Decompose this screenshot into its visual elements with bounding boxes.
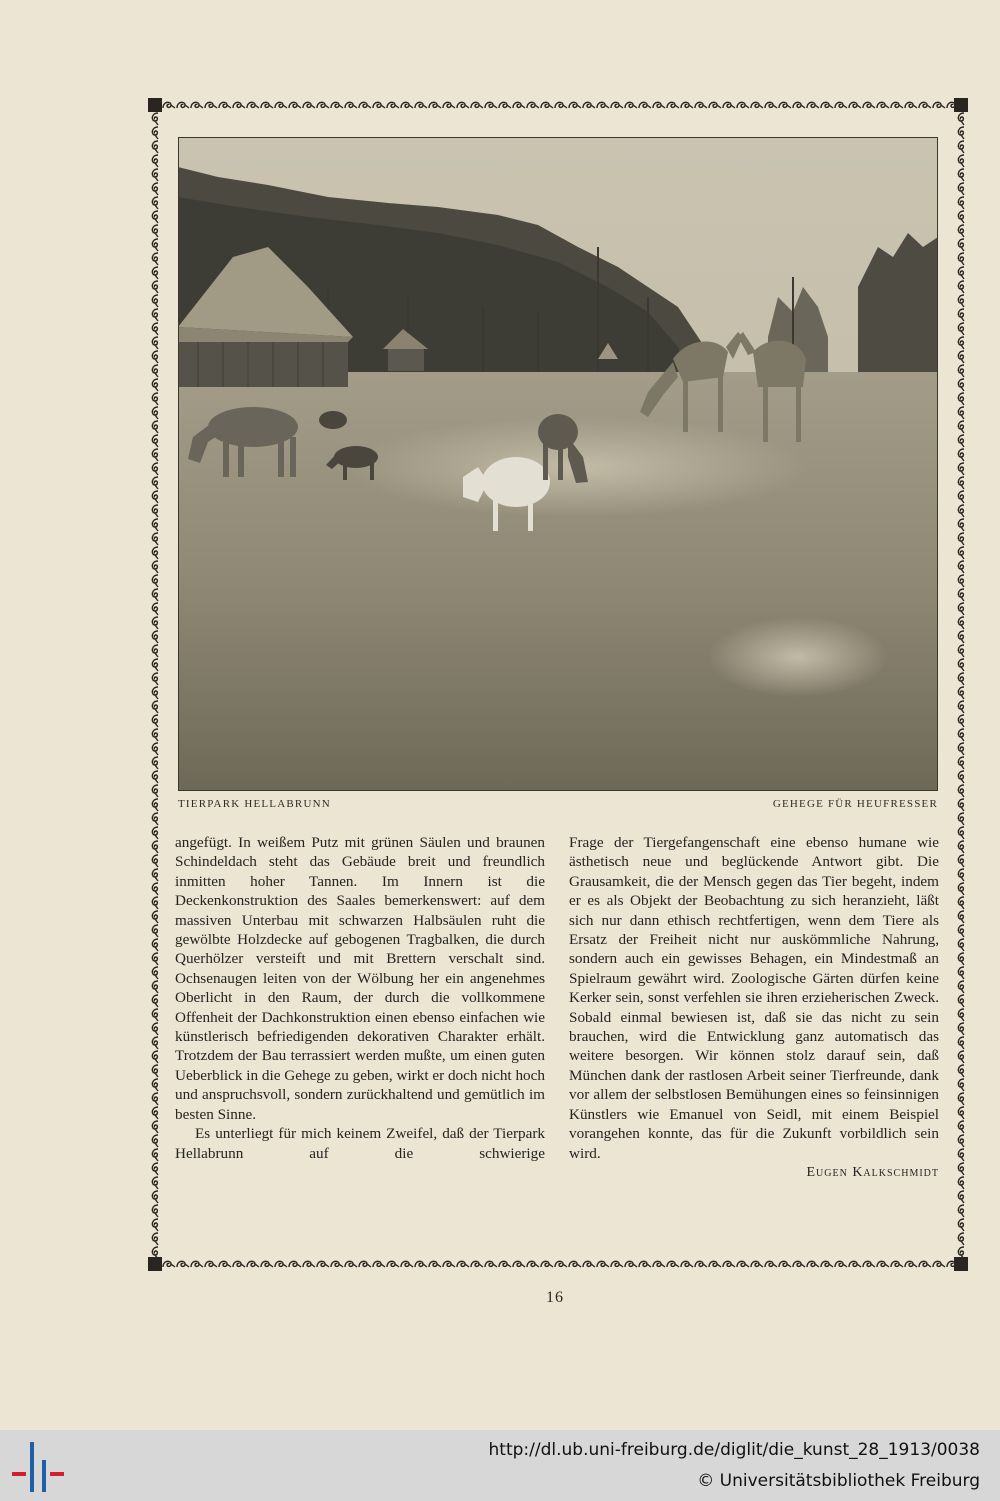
document-url-link[interactable]: http://dl.ub.uni-freiburg.de/diglit/die_kunst_28_1913/0038: [488, 1440, 980, 1460]
viewer-footer-bar: [0, 1430, 1000, 1501]
paragraph: angefügt. In weißem Putz mit grünen Säulen und braunen Schindeldach steht das Gebäude breit und freundlich inmitten hoher Tannen. Im Innern ist die Deckenkonstruktion des Saales bemerkenswert: auf dem massiven Unterbau mit schwarzen Halbsäulen ruht die gewölbte Holzdecke auf gebogenen Tragbalken, die durch Querhölzer versteift und mit Brettern verschalt sind. Ochsenaugen leiten von der Wölbung her ein angenehmes Oberlicht in den Raum, der durch die vollkommene Offenheit der Dachkonstruktion einen ebenso einfachen wie künstlerisch befriedigenden dekorativen Charakter erhält. Trotzdem der Bau terrassiert werden mußte, um einen guten Ueberblick in die Gehege zu geben, wirkt er doch nicht hoch und anspruchsvoll, sondern zurückhaltend und gemütlich im besten Sinne.: [175, 834, 545, 1123]
zoo-photograph: [178, 137, 938, 791]
text-column-left: [175, 833, 545, 1163]
ornamental-border-left: [148, 98, 162, 1271]
ornamental-border-right: [954, 98, 968, 1271]
author-signature: Eugen Kalkschmidt: [806, 1164, 939, 1180]
paragraph: Frage der Tiergefangenschaft eine ebenso humane wie ästhetisch neue und beglückende Antwort gibt. Die Grausamkeit, die der Mensch gegen das Tier begeht, indem er es als Objekt der Beobachtung zu sich heranzieht, läßt sich nur dann ethisch rechtfertigen, wenn dem Tiere als Ersatz der Freiheit nicht nur auskömmliche Nahrung, sondern auch ein gewisses Behagen, ein Mindestmaß an Spielraum gewährt wird. Zoologische Gärten dürfen keine Kerker sein, sonst verfehlen sie ihren erzieherischen Zweck. Sobald einmal bewiesen ist, daß sie das nicht zu sein brauchen, wird die Entwicklung ganz automatisch das weitere besorgen. Wir können stolz darauf sein, daß München dank der rastlosen Arbeit seiner Tierfreunde, dank vor allem der selbstlosen Bemühungen eines so feinsinnigen Künstlers wie Emanuel von Seidl, mit einem Beispiel vorangehen konnte, das für die Zukunft vorbildlich sein wird.: [569, 834, 939, 1162]
ornamental-border-top: [148, 98, 968, 112]
copyright-notice: © Universitätsbibliothek Freiburg: [697, 1471, 980, 1491]
photo-caption-left: TIERPARK HELLABRUNN: [178, 798, 331, 810]
photo-caption-right: GEHEGE FÜR HEUFRESSER: [772, 798, 938, 810]
ornamental-border-bottom: [148, 1257, 968, 1271]
text-column-right: [569, 833, 939, 1182]
page-number: 16: [546, 1289, 564, 1306]
library-logo-icon: [12, 1442, 64, 1492]
paragraph: Es unterliegt für mich keinem Zweifel, daß der Tierpark Hellabrunn auf die schwierige: [175, 1125, 545, 1162]
